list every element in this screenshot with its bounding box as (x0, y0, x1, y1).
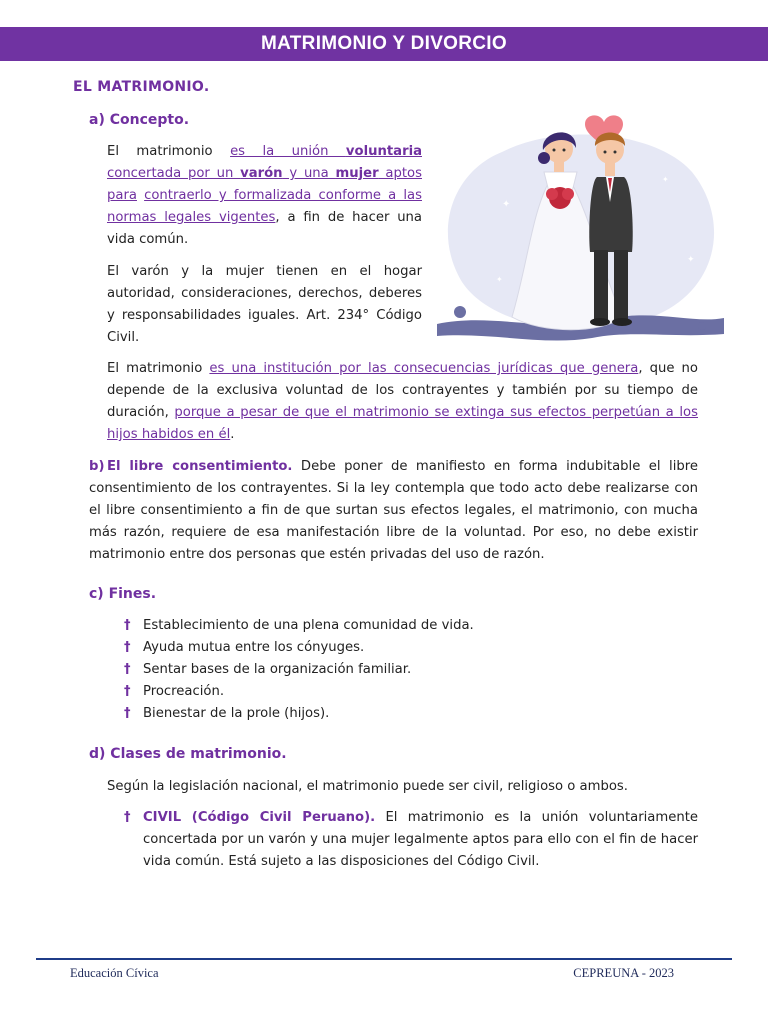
list-item: † Ayuda mutua entre los cónyuges. (124, 637, 694, 659)
list-item: † Establecimiento de una plena comunidad de vida. (124, 615, 694, 637)
svg-text:✦: ✦ (662, 175, 669, 184)
civil-paragraph: † CIVIL (Código Civil Peruano). El matrimonio es la unión voluntariamente concertada por un varón y una mujer legalmente aptos para ello con el fin de hacer vida común. Está sujeto a las disposiciones del Código Civil. (124, 807, 698, 873)
svg-text:✦: ✦ (502, 199, 511, 210)
footer-institution: CEPREUNA - 2023 (573, 966, 674, 980)
svg-text:✦: ✦ (687, 255, 695, 265)
cross-bullet-icon: † (124, 640, 131, 655)
cross-bullet-icon: † (124, 662, 131, 677)
clases-intro: Según la legislación nacional, el matrimonio puede ser civil, religioso o ambos. (107, 779, 628, 794)
fines-list (124, 615, 694, 725)
clases-heading: d) Clases de matrimonio. (89, 746, 287, 762)
concepto-paragraph-3: El matrimonio es una institución por las consecuencias jurídicas que genera, que no depende de la exclusiva voluntad de los contrayentes y también por su tiempo de duración, porque a pesar de que el matrimonio se extinga sus efectos perpetúan a los hijos habidos en él. (107, 361, 698, 442)
wedding-couple-illustration (432, 112, 728, 344)
list-item: † Bienestar de la prole (hijos). (124, 703, 694, 725)
consentimiento-paragraph: b) El libre consentimiento. Debe poner de manifiesto en forma indubitable el libre consentimiento de los contrayentes. Si la ley contempla que todo acto debe realizarse con el libre consentimiento a fin de que surtan sus efectos legales, el matrimonio, con mucha más razón, requiere de esa manifestación libre de la voluntad. Por eso, no debe existir matrimonio entre dos personas que estén privadas del uso de razón. (89, 459, 698, 562)
cross-bullet-icon: † (124, 684, 131, 699)
page-title-banner: MATRIMONIO Y DIVORCIO (0, 27, 768, 61)
list-item: † Procreación. (124, 681, 694, 703)
concepto-paragraph-2: El varón y la mujer tienen en el hogar autoridad, consideraciones, derechos, deberes y responsabilidades iguales. Art. 234° Código Civil. (107, 264, 422, 345)
concepto-heading: a) Concepto. (89, 112, 190, 128)
footer-divider (36, 958, 732, 960)
concepto-paragraph-1: El matrimonio es la unión voluntaria concertada por un varón y una mujer aptos para contraerlo y formalizada conforme a las normas legales vigentes, a fin de hacer una vida común. (107, 144, 422, 247)
svg-text:✦: ✦ (496, 275, 503, 284)
section-heading: EL MATRIMONIO. (73, 79, 210, 95)
cross-bullet-icon: † (124, 618, 131, 633)
footer-subject: Educación Cívica (70, 966, 159, 980)
list-item: † Sentar bases de la organización familiar. (124, 659, 694, 681)
cross-bullet-icon: † (124, 810, 131, 825)
cross-bullet-icon: † (124, 706, 131, 721)
fines-heading: c) Fines. (89, 586, 157, 602)
